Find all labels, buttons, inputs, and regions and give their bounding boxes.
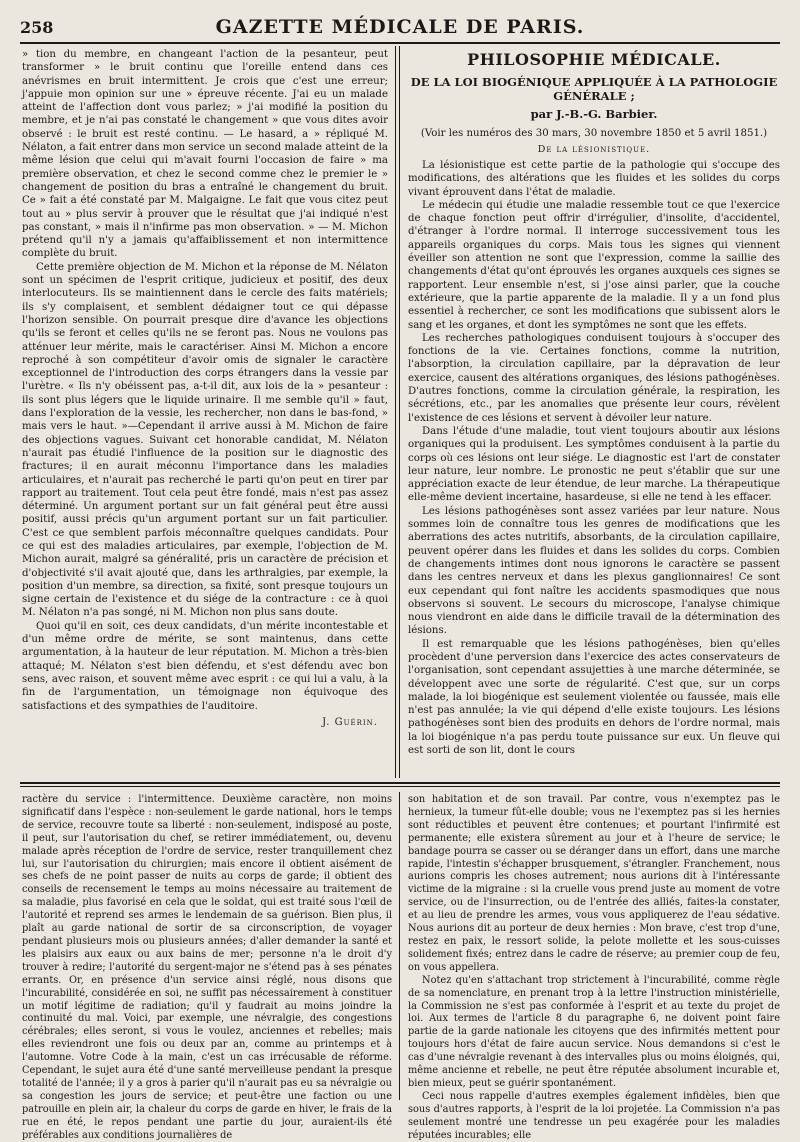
column-rule — [395, 46, 396, 778]
paragraph: Les lésions pathogénèses sont assez variées par leur nature. Nous sommes loin de connaître tous les genres de modifications que les aberrations des actes nutritifs, absorbants, de la circulation capillaire, peuvent opérer dans les fluides et dans les solides du corps. Combien de changements intimes dont nous ignorons le caractère se passent dans les centres nerveux et dans les plexus ganglionnaires! Ce sont eux cependant qui font naître les accidents spasmodiques que nous observons si souvent. Le secours du microscope, l'analyse chimique nous viendront en aide dans le difficile travail de la détermination des lésions. — [408, 505, 780, 637]
subsection-title: De la lésionistique. — [537, 144, 651, 155]
header-rule — [20, 42, 780, 44]
left-column — [22, 48, 388, 778]
paragraph: Le médecin qui étudie une maladie ressemble tout ce que l'exercice de chaque fonction peut offrir d'irrégulier, d'insolite, d'accidentel, d'étranger à l'ordre normal. Il interroge successivement tous les appareils organiques du corps. Mais tous les signes qui viennent éveiller son attention ne sont que l'expression, comme la saillie des changements d'état qu'ont éprouvés les organes auxquels ces signes se rapportent. Leur ensemble n'est, si j'ose ainsi parler, que la couche extérieure, que la partie apparente de la maladie. Il y a un fond plus essentiel à rechercher, ce sont les modifications que subissent alors le sang et les organes, et dont les symptômes ne sont que les effets. — [408, 199, 780, 331]
paragraph: Ceci nous rappelle d'autres exemples également infidèles, bien que sous d'autres rapports, à l'esprit de la loi projetée. La Commission n'a pas seulement montré une tendresse un peu exagérée pour les maladies réputées incurables; elle — [408, 1090, 780, 1141]
bottom-left-column — [22, 794, 392, 1141]
right-column — [408, 48, 780, 778]
paragraph: Dans l'étude d'une maladie, tout vient toujours aboutir aux lésions organiques qui la produisent. Les symptômes conduisent à la partie du corps où ces lésions ont leur siége. Le diagnostic est l'art de constater leur nature, leur nombre. Le pronostic ne peut s'établir que sur une appréciation exacte de leur étendue, de leur marche. La thérapeutique elle-même devient incertaine, hasardeuse, si elle ne tend à les effacer. — [408, 425, 780, 504]
column-rule — [399, 46, 400, 778]
section-title: PHILOSOPHIE MÉDICALE. — [467, 50, 721, 69]
paragraph: son habitation et de son travail. Par contre, vous n'exemptez pas le hernieux, la tumeur fût-elle double; vous ne l'exemptez pas si les hernies sont réductibles et peuvent être contenues; et pourtant l'infirmité est permanente; elle existera sûrement au jour et à l'heure de service; le bandage pourra se casser ou se déranger dans un effort, dans une marche rapide, l'intestin s'échapper brusquement, s'étrangler. Franchement, nous aurions compris les choses autrement; nous aurions dit à l'intéressante victime de la migraine : si la cruelle vous prend juste au moment de votre service, ou de l'insurrection, ou de l'entrée des alliés, faites-la constater, et au lieu de prendre les armes, vous vous appliquerez de l'eau sédative. Nous aurions dit au porteur de deux hernies : Mon brave, c'est trop d'une, restez en paix, le ressort solide, la pelote mollette et les sous-cuisses solidement fixés; entrez dans le cadre de réserve; au premier coup de feu, on vous appellera. — [408, 794, 780, 973]
paragraph: ractère du service : l'intermittence. Deuxième caractère, non moins significatif dans l'espèce : non-seulement le garde national, hors le temps de service, recouvre toute sa liberté : non-seulement, indisposé au poste, il peut, sur l'autorisation du chef, se retirer immédiatement, ou, devenu malade après réception de l'ordre de service, rester tranquillement chez lui, sur l'autorisation du chirurgien; mais encore il obtient aisément de ses chefs de ne point passer de nuits au corps de garde; il obtient des conseils de recensement le temps au moins nécessaire au traitement de sa maladie, plus favorisé en cela que le soldat, qui est traité sous l'œil de l'autorité et reprend ses armes le lendemain de sa guérison. Bien plus, il plaît au garde national de sortir de sa circonscription, de voyager pendant plusieurs mois ou plusieurs années; d'aller demander la santé et les plaisirs aux eaux ou aux bains de mer; personne n'a le droit d'y trouver à redire; l'autorité du sergent-major ne s'étend pas à ses pénates errants. Or, en présence d'un service ainsi réglé, nous disons que l'incurabilité, considérée en soi, ne suffit pas nécessairement à constituer un motif légitime de radiation; qu'il y faudrait au moins joindre la continuité du mal. Voici, par exemple, une névralgie, des congestions cérébrales; elles seront, si vous le voulez, anciennes et rebelles; mais elles reviendront une fois ou deux par an, comme au printemps et à l'automne. Votre Code à la main, c'est un cas irrécusable de réforme. Cependant, le sujet aura été d'une santé merveilleuse pendant la presque totalité de l'année; il y a gros à parier qu'il n'aurait pas eu sa névralgie ou sa congestion les jours de service; et peut-être une faction ou une patrouille en plein air, la chaleur du corps de garde en hiver, le frais de la rue en été, le repos pendant une partie du jour, auraient-ils été préférables aux conditions journalières de — [22, 794, 392, 1141]
paragraph: Les recherches pathologiques conduisent toujours à s'occuper des fonctions de la vie. Certaines fonctions, comme la nutrition, l'absorption, la circulation capillaire, par la dépravation de leur exercice, causent des altérations organiques, des lésions pathogénèses. D'autres fonctions, comme la circulation générale, la respiration, les sécrétions, etc., par les anomalies que présente leur cours, révèlent l'existence de ces lésions et servent à dévoiler leur nature. — [408, 332, 780, 424]
paragraph: Quoi qu'il en soit, ces deux candidats, d'un mérite incontestable et d'un même ordre de mérite, se sont maintenus, dans cette argumentation, à la hauteur de leur réputation. M. Michon a très-bien attaqué; M. Nélaton s'est bien défendu, et s'est défendu avec bon sens, avec raison, et souvent même avec esprit : ce qui lui a valu, à la fin de l'argumentation, un témoignage non équivoque des satisfactions et des sympathies de l'auditoire. — [22, 620, 388, 712]
paragraph: La lésionistique est cette partie de la pathologie qui s'occupe des modifications, des altérations que les fluides et les solides du corps vivant éprouvent dans l'état de maladie. — [408, 160, 780, 198]
section-rule — [20, 786, 780, 787]
paragraph: Cette première objection de M. Michon et la réponse de M. Nélaton sont un spécimen de l'esprit critique, judicieux et positif, des deux interlocuteurs. Ils se maintiennent dans le cercle des faits matériels; ils s'y complaisent, et semblent dédaigner tout ce qui dépasse l'horizon sensible. On pourrait presque dire d'avance les objections qu'ils se feront et celles qu'ils ne se feront pas. Nous ne voulons pas atténuer leur mérite, mais le caractériser. Ainsi M. Michon a encore reproché à son compétiteur d'avoir omis de signaler le caractère exceptionnel de l'introduction des corps étrangers dans la vessie par l'urètre. « Ils n'y obéissent pas, a-t-il dit, aux lois de la » pesanteur : ils sont plus légers que le liquide urinaire. Il me semble qu'il » faut, dans l'exploration de la vessie, les rechercher, non dans le bas-fond, » mais vers le haut. »—Cependant il arrive aussi à M. Michon de faire des objections vagues. Suivant cet honorable candidat, M. Nélaton n'aurait pas étudié l'influence de la position sur le diagnostic des fractures; il en aurait méconnu l'importance dans les maladies articulaires, et n'aurait pas recherché le parti qu'on peut en tirer par rapport au traitement. Tout cela peut être fondé, mais n'est pas assez déterminé. Un argument portant sur un fait général peut être aussi positif, aussi précis qu'un argument portant sur un fait particulier. C'est ce que semblent parfois méconnaître quelques candidats. Pour ce qui est des maladies articulaires, par exemple, l'objection de M. Michon aurait, malgré sa généralité, pris un caractère de précision et d'objectivité s'il avait ajouté que, dans les arthralgies, par exemple, la position d'un membre, sa direction, sa fixité, sont presque toujours un signe certain de l'existence et du siége de la contracture : ce à quoi M. Nélaton n'a pas songé, ni M. Michon non plus sans doute. — [22, 261, 388, 619]
article-reference: (Voir les numéros des 30 mars, 30 novembre 1850 et 5 avril 1851.) — [420, 128, 768, 139]
signature: J. Guérin. — [322, 716, 378, 728]
section-rule — [20, 782, 780, 784]
paragraph: Il est remarquable que les lésions pathogénèses, bien qu'elles procèdent d'une perversion dans l'exercice des actes conservateurs de l'organisation, sont cependant assujetties à une marche déterminée, se développent avec une sorte de régularité. C'est que, sur un corps malade, la loi biogénique est seulement violentée ou faussée, mais elle n'est pas annulée; la vie qui dépend d'elle existe toujours. Les lésions pathogénèses sont bien des produits en dehors de l'ordre normal, mais la loi biogénique n'a pas perdu toute puissance sur eux. Un fleuve qui est sorti de son lit, dont le cours — [408, 638, 780, 757]
column-rule — [399, 792, 400, 1100]
paragraph: Notez qu'en s'attachant trop strictement à l'incurabilité, comme règle de sa nomenclature, en prenant trop à la lettre l'instruction ministérielle, la Commission ne s'est pas conformée à l'esprit et au texte du projet de loi. Aux termes de l'article 8 du paragraphe 6, ne doivent point faire partie de la garde nationale les citoyens que des infirmités mettent pour toujours hors d'état de faire aucun service. Nous demandons si c'est le cas d'une névralgie revenant à des intervalles plus ou moins éloignés, qui, même ancienne et rebelle, ne peut être réputée absolument incurable et, bien mieux, peut se guérir spontanément. — [408, 974, 780, 1089]
paragraph: » tion du membre, en changeant l'action de la pesanteur, peut transformer » le bruit continu que l'oreille entend dans ces anévrismes en bruit intermittent. Je crois que c'est une erreur; j'appuie mon opinion sur une » épreuve récente. J'ai eu un malade atteint de l'affection dont vous parlez; » j'ai modifié la position du membre, et je n'ai pas constaté le changement » que vous dites avoir observé : le bruit est resté continu. — Le hasard, a » répliqué M. Nélaton, a fait entrer dans mon service un second malade atteint de la même lésion que celui qui m'avait fourni l'occasion de faire » ma première observation, et chez le second comme chez le premier le » changement de position du bras a entraîné le changement du bruit. Ce » fait a été constaté par M. Malgaigne. Le fait que vous citez peut tout au » plus servir à prouver que le résultat que j'ai indiqué n'est pas constant, » mais il n'infirme pas mon observation. » — M. Michon prétend qu'il n'y a jamais qu'affaiblissement et non intermittence complète du bruit. — [22, 49, 388, 260]
bottom-right-column — [408, 794, 780, 1141]
page-header — [20, 14, 780, 40]
journal-title: GAZETTE MÉDICALE DE PARIS. — [215, 16, 585, 38]
article-title: DE LA LOI BIOGÉNIQUE APPLIQUÉE À LA PATHOLOGIE GÉNÉRALE ; — [410, 75, 778, 103]
article-author: par J.-B.-G. Barbier. — [530, 107, 658, 121]
page-number: 258 — [20, 18, 54, 37]
